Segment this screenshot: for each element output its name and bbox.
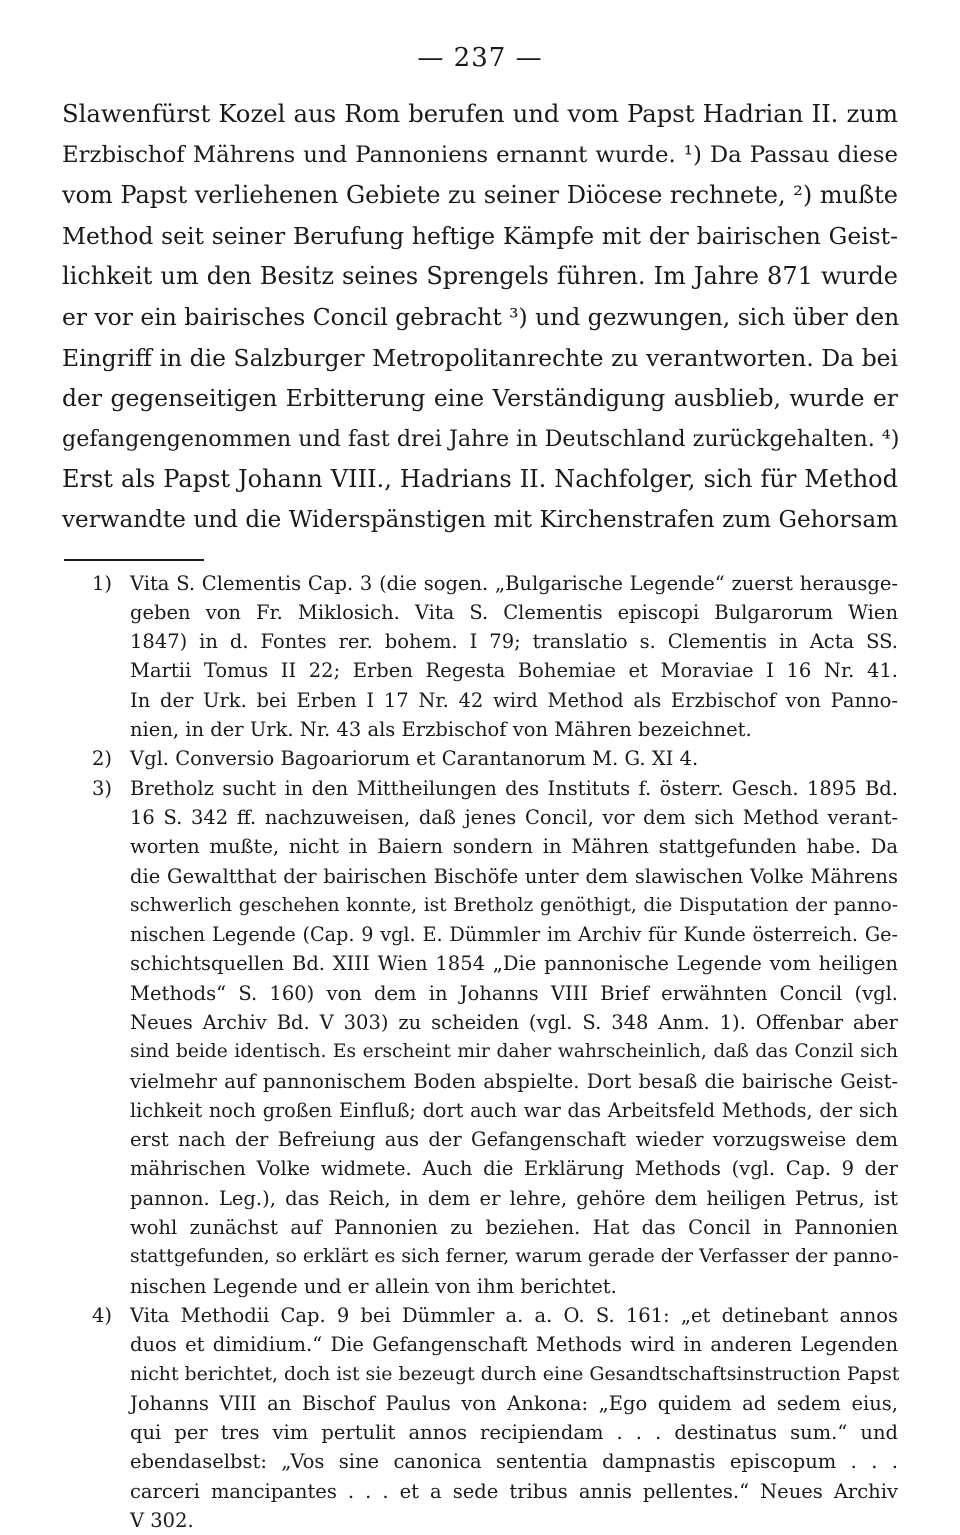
body-line: der gegenseitigen Erbitterung eine Verständigung ausblieb, wurde er	[62, 384, 898, 413]
footnote-3	[62, 774, 898, 1301]
footnote-line: carceri mancipantes . . . et a sede tribus annis pellentes.“ Neues Archiv	[130, 1479, 898, 1503]
footnote-line: die Gewaltthat der bairischen Bischöfe unter dem slawischen Volke Mährens	[130, 864, 898, 888]
body-line: verwandte und die Widerspänstigen mit Kirchenstrafen zum Gehorsam	[62, 506, 898, 533]
footnote-line: duos et dimidium.“ Die Gefangenschaft Methods wird in anderen Legenden	[130, 1333, 898, 1357]
footnote-line: schichtsquellen Bd. XIII Wien 1854 „Die pannonische Legende vom heiligen	[130, 952, 898, 976]
footnote-line: mährischen Volke widmete. Auch die Erklärung Methods (vgl. Cap. 9 der	[130, 1157, 898, 1181]
body-line: Eingriff in die Salzburger Metropolitanrechte zu verantworten. Da bei	[62, 343, 898, 372]
footnote-number: 3)	[92, 776, 113, 800]
footnote-line: Bretholz sucht in den Mittheilungen des Instituts f. österr. Gesch. 1895 Bd.	[130, 776, 898, 800]
document-page	[62, 40, 898, 1535]
footnote-line: vielmehr auf pannonischem Boden abspielte. Dort besaß die bairische Geist-	[130, 1069, 898, 1093]
body-line: er vor ein bairisches Concil gebracht ³) und gezwungen, sich über den	[62, 302, 900, 331]
footnote-line: nischen Legende und er allein von ihm berichtet.	[130, 1274, 617, 1298]
body-line: gefangengenommen und fast drei Jahre in Deutschland zurückgehalten. ⁴)	[62, 425, 900, 452]
footnote-4	[62, 1301, 898, 1535]
body-paragraph	[62, 94, 898, 541]
body-line: Erst als Papst Johann VIII., Hadrians II. Nachfolger, sich für Method	[62, 465, 898, 494]
footnote-line: erst nach der Befreiung aus der Gefangenschaft wieder vorzugsweise dem	[130, 1128, 898, 1152]
footnote-line: geben von Fr. Miklosich. Vita S. Clementis episcopi Bulgarorum Wien	[130, 600, 898, 624]
footnotes	[62, 569, 898, 1535]
page-number: — 237 —	[417, 43, 543, 73]
footnote-line: Methods“ S. 160) von dem in Johanns VIII Brief erwähnten Concil (vgl.	[130, 981, 898, 1005]
footnote-line: stattgefunden, so erklärt es sich ferner, warum gerade der Verfasser der panno-	[130, 1245, 899, 1268]
body-line: lichkeit um den Besitz seines Sprengels führen. Im Jahre 871 wurde	[62, 262, 898, 291]
footnote-1	[62, 569, 898, 745]
footnote-line: Neues Archiv Bd. V 303) zu scheiden (vgl. S. 348 Anm. 1). Offenbar aber	[130, 1010, 898, 1034]
footnote-line: ebendaselbst: „Vos sine canonica sententia dampnastis episcopum . . .	[130, 1450, 898, 1474]
footnote-number: 1)	[92, 571, 113, 595]
footnote-line: 16 S. 342 ff. nachzuweisen, daß jenes Concil, vor dem sich Method verant-	[130, 805, 898, 829]
footnote-line: sind beide identisch. Es erscheint mir daher wahrscheinlich, daß das Conzil sich	[130, 1041, 898, 1063]
footnote-divider	[64, 559, 204, 561]
footnote-line: Vita S. Clementis Cap. 3 (die sogen. „Bulgarische Legende“ zuerst herausge-	[130, 571, 898, 595]
footnote-line: Vgl. Conversio Bagoariorum et Carantanorum M. G. XI 4.	[130, 747, 699, 771]
body-line: vom Papst verliehenen Gebiete zu seiner Diöcese rechnete, ²) mußte	[62, 181, 898, 210]
footnote-line: schwerlich geschehen konnte, ist Bretholz genöthigt, die Disputation der panno-	[130, 894, 898, 916]
footnote-line: V 302.	[130, 1509, 194, 1533]
footnote-number: 4)	[92, 1303, 113, 1327]
footnote-line: pannon. Leg.), das Reich, in dem er lehre, gehöre dem heiligen Petrus, ist	[130, 1186, 898, 1210]
body-line: Method seit seiner Berufung heftige Kämpfe mit der bairischen Geist-	[62, 221, 898, 250]
footnote-line: nien, in der Urk. Nr. 43 als Erzbischof von Mähren bezeichnet.	[130, 718, 752, 742]
footnote-line: In der Urk. bei Erben I 17 Nr. 42 wird Method als Erzbischof von Panno-	[130, 688, 898, 712]
body-line: Erzbischof Mährens und Pannoniens ernannt wurde. ¹) Da Passau diese	[62, 141, 898, 168]
footnote-line: Martii Tomus II 22; Erben Regesta Bohemiae et Moraviae I 16 Nr. 41.	[130, 659, 898, 683]
footnote-line: lichkeit noch großen Einfluß; dort auch war das Arbeitsfeld Methods, der sich	[130, 1098, 898, 1122]
footnote-line: wohl zunächst auf Pannonien zu beziehen. Hat das Concil in Pannonien	[130, 1216, 898, 1240]
footnote-line: nischen Legende (Cap. 9 vgl. E. Dümmler im Archiv für Kunde österreich. Ge-	[130, 923, 898, 947]
footnote-number: 2)	[92, 747, 113, 771]
footnote-line: worten mußte, nicht in Baiern sondern in Mähren stattgefunden habe. Da	[130, 835, 898, 859]
footnote-2	[62, 744, 898, 773]
body-line: Slawenfürst Kozel aus Rom berufen und vom Papst Hadrian II. zum	[62, 99, 898, 128]
footnote-line: qui per tres vim pertulit annos recipiendam . . . destinatus sum.“ und	[130, 1421, 898, 1445]
footnote-line: nicht berichtet, doch ist sie bezeugt durch eine Gesandtschaftsinstruction Papst	[130, 1362, 900, 1385]
footnote-line: Vita Methodii Cap. 9 bei Dümmler a. a. O. S. 161: „et detinebant annos	[130, 1303, 898, 1327]
footnote-line: Johanns VIII an Bischof Paulus von Ankona: „Ego quidem ad sedem eius,	[130, 1391, 898, 1415]
footnote-line: 1847) in d. Fontes rer. bohem. I 79; translatio s. Clementis in Acta SS.	[130, 630, 898, 654]
